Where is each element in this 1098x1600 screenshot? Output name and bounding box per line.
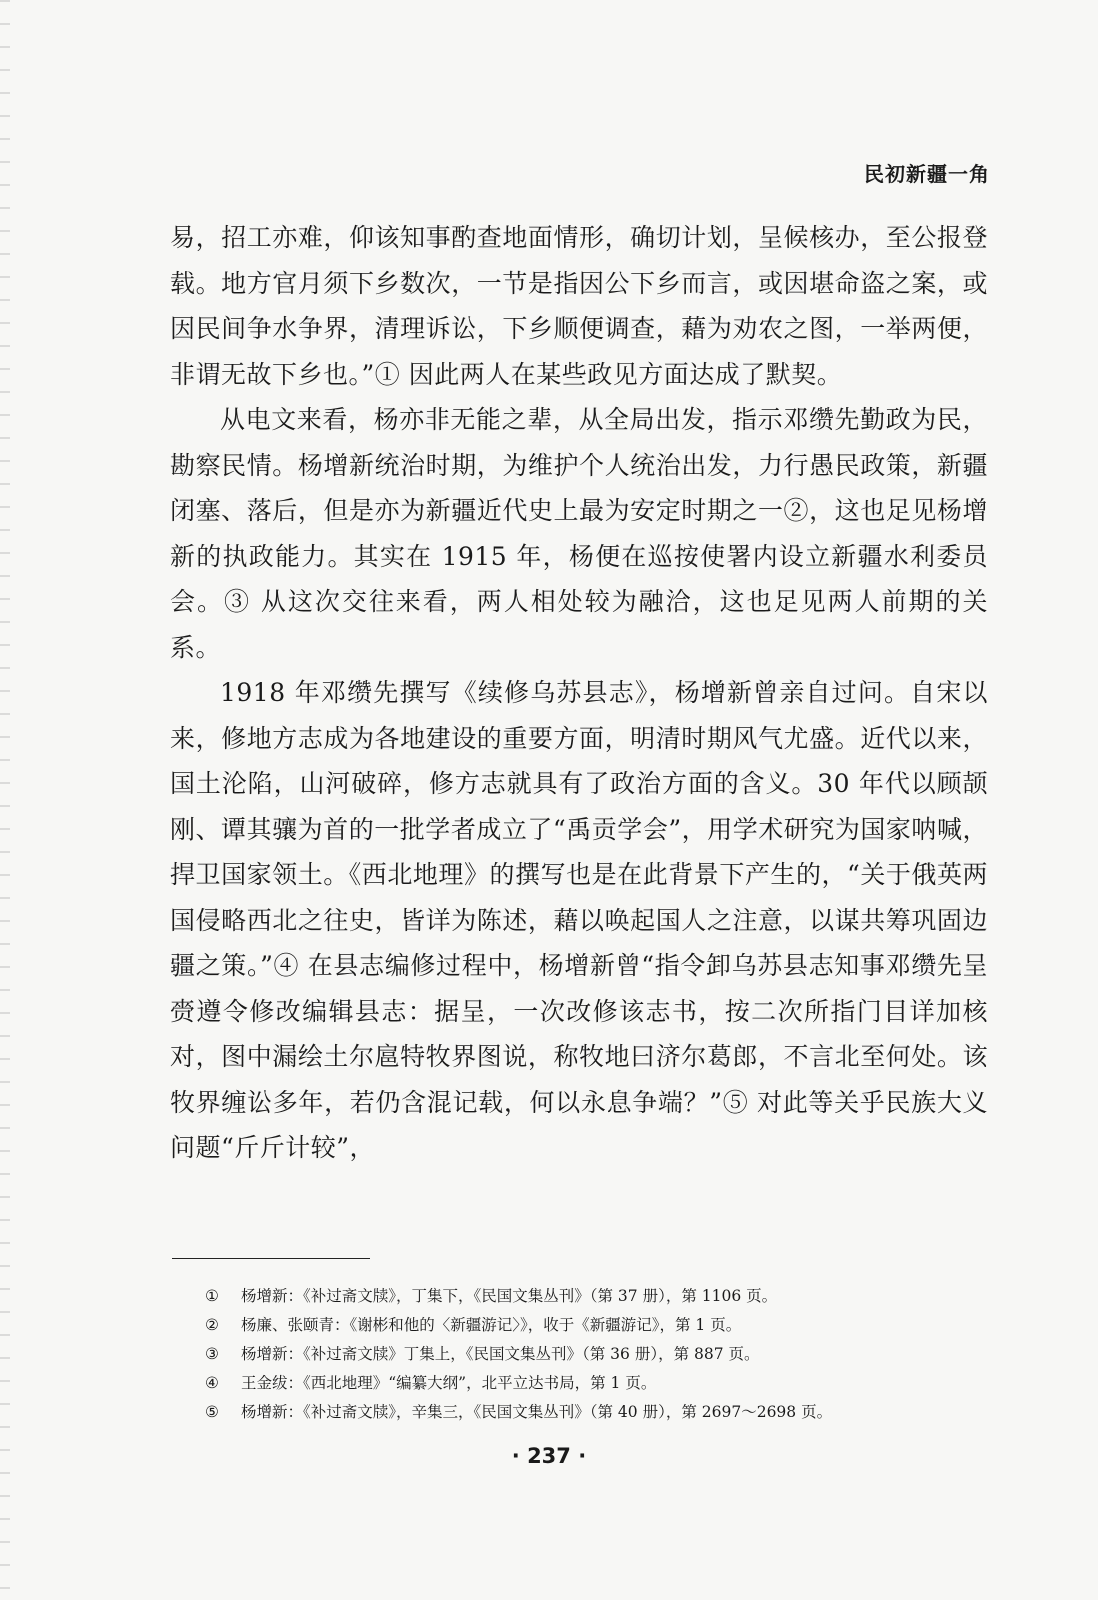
footnote-marker: ⑤ [205, 1403, 219, 1421]
footnote-3 [205, 1340, 1005, 1369]
page-number: · 237 · [511, 1444, 587, 1468]
scan-binding-edge [0, 0, 10, 1600]
footnote-5 [205, 1398, 1005, 1427]
footnote-marker: ② [205, 1316, 219, 1334]
footnote-marker: ① [205, 1287, 219, 1305]
footnote-text: 王金绂：《西北地理》“编纂大纲”，北平立达书局，第 1 页。 [241, 1374, 657, 1392]
footnote-text: 杨廉、张颐青：《谢彬和他的〈新疆游记〉》，收于《新疆游记》，第 1 页。 [241, 1316, 742, 1334]
running-header: 民初新疆一角 [864, 162, 990, 186]
footnotes [205, 1282, 1005, 1427]
footnote-2 [205, 1311, 1005, 1340]
footnote-text: 杨增新：《补过斋文牍》，丁集下，《民国文集丛刊》（第 37 册），第 1106 页。 [241, 1287, 778, 1305]
footnote-text: 杨增新：《补过斋文牍》，辛集三，《民国文集丛刊》（第 40 册），第 2697～2698 页。 [241, 1403, 833, 1421]
paragraph-1: 易，招工亦难，仰该知事酌查地面情形，确切计划，呈候核办，至公报登载。地方官月须下乡数次，一节是指因公下乡而言，或因堪命盗之案，或因民间争水争界，清理诉讼，下乡顺便调查，藉为劝农之图，一举两便，非谓无故下乡也。”① 因此两人在某些政见方面达成了默契。 [170, 223, 988, 389]
footnote-4 [205, 1369, 1005, 1398]
footnote-marker: ④ [205, 1374, 219, 1392]
footnote-1 [205, 1282, 1005, 1311]
footnote-marker: ③ [205, 1345, 219, 1363]
paragraph-2: 从电文来看，杨亦非无能之辈，从全局出发，指示邓缵先勤政为民，勘察民情。杨增新统治时期，为维护个人统治出发，力行愚民政策，新疆闭塞、落后，但是亦为新疆近代史上最为安定时期之一②，这也足见杨增新的执政能力。其实在 1915 年，杨便在巡按使署内设立新疆水利委员会。③ 从这次交往来看，两人相处较为融洽，这也足见两人前期的关系。 [170, 405, 988, 662]
body-text [170, 215, 988, 1171]
footnote-text: 杨增新：《补过斋文牍》丁集上，《民国文集丛刊》（第 36 册），第 887 页。 [241, 1345, 760, 1363]
paragraph-3: 1918 年邓缵先撰写《续修乌苏县志》，杨增新曾亲自过问。自宋以来，修地方志成为各地建设的重要方面，明清时期风气尤盛。近代以来，国土沦陷，山河破碎，修方志就具有了政治方面的含义。30 年代以顾颉刚、谭其骧为首的一批学者成立了“禹贡学会”，用学术研究为国家呐喊，捍卫国家领土。《西北地理》的撰写也是在此背景下产生的，“关于俄英两国侵略西北之往史，皆详为陈述，藉以唤起国人之注意，以谋共筹巩固边疆之策。”④ 在县志编修过程中，杨增新曾“指令卸乌苏县志知事邓缵先呈赍遵令修改编辑县志：据呈，一次改修该志书，按二次所指门目详加核对，图中漏绘土尔扈特牧界图说，称牧地曰济尔葛郎，不言北至何处。该牧界缠讼多年，若仍含混记载，何以永息争端？”⑤ 对此等关乎民族大义问题“斤斤计较”， [170, 678, 988, 1162]
footnote-divider [172, 1258, 370, 1259]
